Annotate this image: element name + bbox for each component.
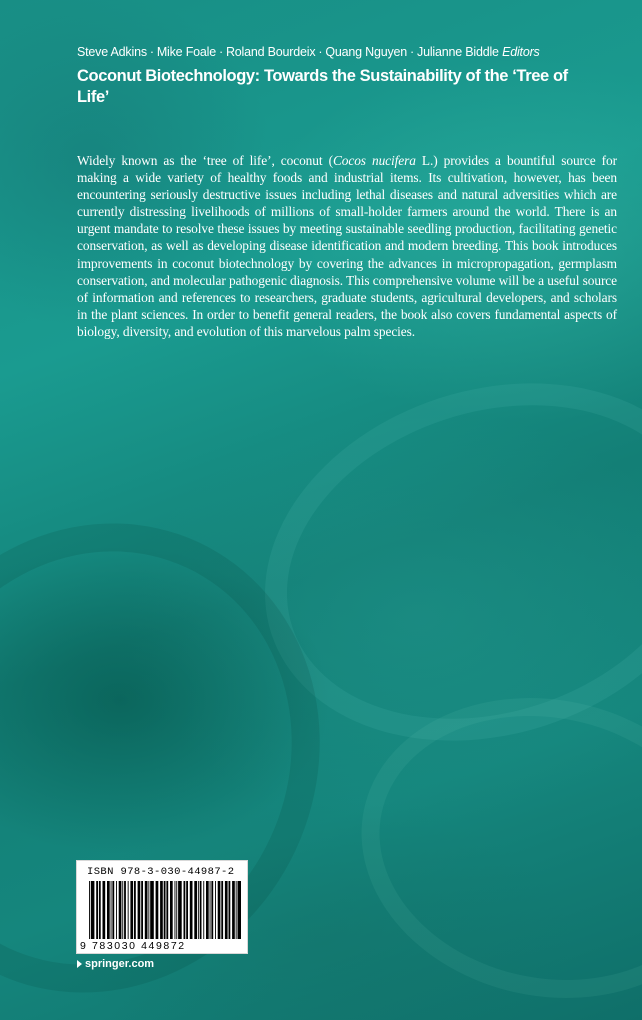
book-title: Coconut Biotechnology: Towards the Sustainability of the ‘Tree of Life’ [77,67,568,106]
barcode-bar [194,881,197,939]
barcode-bar [229,881,231,939]
barcode-bar [111,881,112,939]
barcode-digits: 9 783030 449872 [80,940,186,952]
isbn-label: ISBN 978-3-030-44987-2 [87,866,235,878]
barcode-bar [198,881,199,939]
barcode-bar [99,881,101,939]
barcode-icon [89,881,241,939]
barcode-bar [166,881,168,939]
barcode-bar [200,881,202,939]
barcode-bar [221,881,223,939]
background-swirl [218,327,642,798]
barcode-bar [148,881,149,939]
editor-name: Mike Foale [156,45,216,59]
barcode-bar [176,881,177,939]
barcode-bar [184,881,186,939]
barcode-bar [91,881,95,939]
barcode-bar [128,881,129,939]
editors-role: Editors [502,45,540,59]
barcode-bar [203,881,204,939]
background-swirl [333,664,642,1020]
barcode-bar [141,881,143,939]
barcode-bar [112,881,114,939]
editor-name: Quang Nguyen [325,45,408,59]
barcode-bar [96,881,98,939]
editor-name: Roland Bourdeix [225,45,316,59]
barcode-bar [124,881,126,939]
barcode-bar [138,881,141,939]
barcode-bar [190,881,193,939]
editor-separator: · [218,45,223,59]
barcode-bar [119,881,122,939]
arrow-right-icon [77,960,82,968]
barcode-bar [211,881,213,939]
isbn-barcode [76,860,248,954]
barcode-bar [236,881,237,939]
barcode-bar [238,881,242,939]
barcode-bar [178,881,182,939]
barcode-bar [160,881,163,939]
barcode-bar [89,881,90,939]
barcode-bar [186,881,188,939]
barcode-bar [210,881,211,939]
barcode-bar [103,881,106,939]
book-description [77,152,617,340]
barcode-bar [232,881,235,939]
barcode-bar [218,881,221,939]
barcode-bar [134,881,136,939]
description-text: L.) provides a bountiful source for making a wide variety of healthy foods and industrial items. Its cultivation, however, has been encountering seriously destructive issues including lethal diseases and natural adversities which are currently distressing livelihoods of millions of small-holder farmers around the world. There is an urgent mandate to resolve these issues by meeting sustainable seedling production, facilitating genetic conservation, as well as developing disease identification and modern breeding. This book introduces improvements in coconut biotechnology by covering the advances in micropropagation, germplasm conservation, and molecular pathogenic diagnosis. This comprehensive volume will be a useful source of information and references to researchers, graduate students, agricultural developers, and scholars in the plant sciences. In order to benefit general readers, the book also covers fundamental aspects of biology, diversity, and evolution of this marvelous palm species. [77,153,617,339]
barcode-bar [170,881,173,939]
editor-separator: · [149,45,154,59]
editor-separator: · [318,45,323,59]
barcode-bar [225,881,228,939]
barcode-bar [206,881,209,939]
description-text: Widely known as the ‘tree of life’, coconut ( [77,153,333,168]
barcode-bar [175,881,176,939]
editors-line [77,45,597,59]
barcode-bar [164,881,166,939]
publisher-link[interactable] [77,958,154,970]
barcode-bar [215,881,216,939]
barcode-bar [122,881,123,939]
editor-name: Julianne Biddle [417,45,499,59]
barcode-bar [107,881,110,939]
barcode-bar [145,881,148,939]
barcode-bar [150,881,154,939]
barcode-bar [156,881,159,939]
barcode-bar [130,881,133,939]
publisher-link-text: springer.com [85,958,155,970]
species-name: Cocos nucifera [332,153,416,168]
barcode-bar [116,881,117,939]
editor-name: Steve Adkins [77,45,147,59]
editor-separator: · [410,45,415,59]
